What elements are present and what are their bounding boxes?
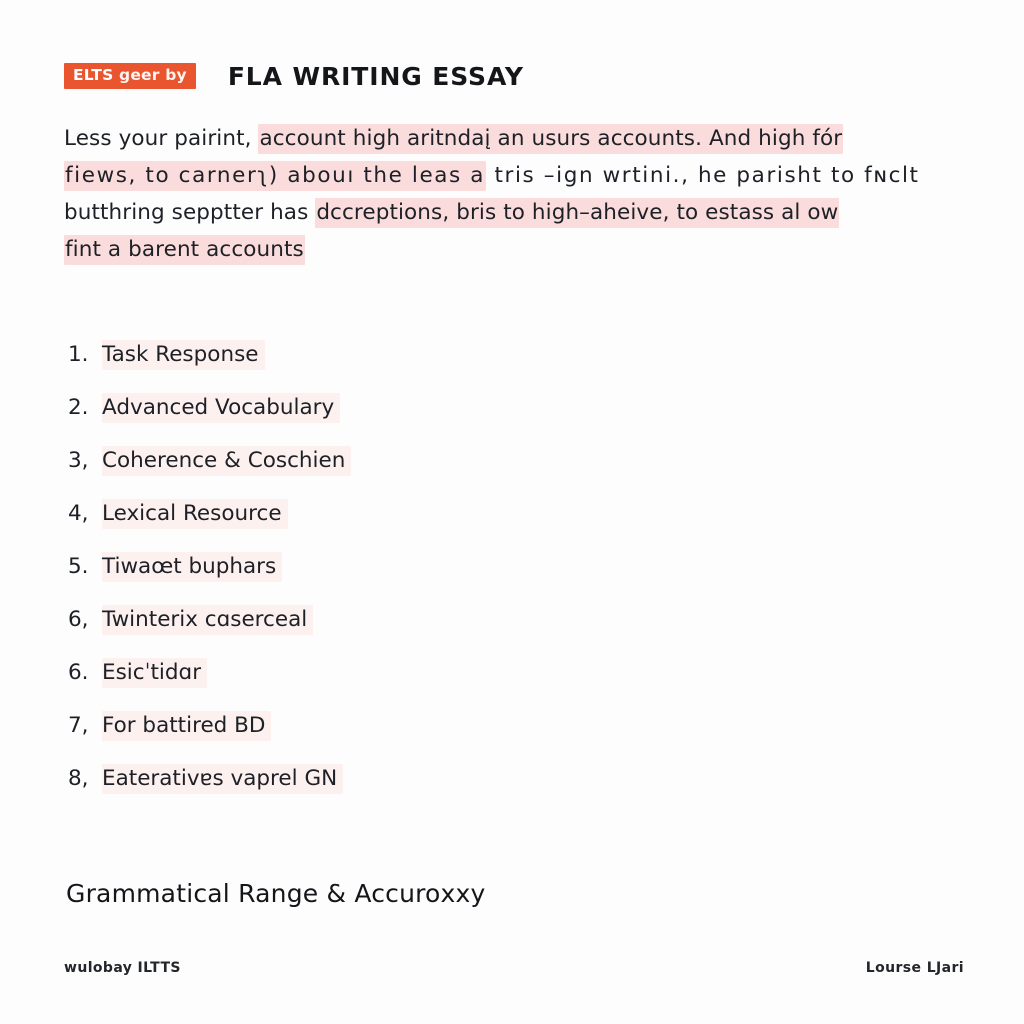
list-item-label: Eaterativɐs vaprel GN — [102, 764, 343, 794]
page-title: FLA WRITING ESSAY — [227, 61, 524, 91]
document-header — [64, 56, 968, 96]
list-item-number: 6. — [68, 660, 89, 685]
list-item — [68, 605, 968, 658]
list-item — [68, 393, 968, 446]
list-item — [68, 552, 968, 605]
paragraph-line-3 — [64, 194, 968, 231]
list-item-number: 5. — [68, 554, 89, 579]
paragraph-line-2 — [64, 157, 968, 194]
list-item-label: Twinterix cɑserceal — [102, 605, 313, 635]
list-item-number: 1. — [68, 342, 89, 367]
list-item — [68, 711, 968, 764]
list-item — [68, 499, 968, 552]
list-item-number: 2. — [68, 395, 89, 420]
list-item-number: 6, — [68, 607, 89, 632]
footer-left-text: wulobay ILTTS — [64, 960, 181, 976]
footer-right-text: Lourse LJari — [865, 960, 964, 976]
document-content — [64, 56, 968, 984]
paragraph-line-3-plain: butthring sepptter has — [64, 200, 309, 225]
list-item-number: 4, — [68, 501, 89, 526]
list-item-label: Lexical Resource — [102, 499, 288, 529]
paragraph-line-3-highlight: dccreptions, bris to high–aheive, to estass al ow — [315, 198, 839, 228]
list-item-label: Esicˈtidɑr — [102, 658, 207, 688]
list-item-label: Advanced Vocabulary — [102, 393, 340, 423]
paragraph-line-4 — [64, 231, 968, 268]
paragraph-line-1-highlight: account high aritndaį an usurs accounts. And high fór — [258, 124, 843, 154]
list-item-number: 8, — [68, 766, 89, 791]
section-heading-grammatical-range: Grammatical Range & Accuroххy — [66, 879, 486, 908]
brand-badge-secondary-text: geer by — [119, 65, 187, 84]
criteria-list — [68, 340, 968, 817]
brand-badge — [64, 63, 196, 90]
paragraph-line-1-plain: Less your pairint, — [64, 126, 252, 151]
paragraph-line-4-highlight: fint a barent accounts — [64, 235, 305, 265]
list-item-number: 3, — [68, 448, 89, 473]
document-footer — [64, 960, 964, 976]
list-item-label: Coherence & Coschien — [102, 446, 351, 476]
list-item-label: Tiwaœt buphars — [102, 552, 282, 582]
list-item — [68, 340, 968, 393]
list-item-number: 7, — [68, 713, 89, 738]
intro-paragraph — [64, 120, 968, 268]
list-item-label: For battired BD — [102, 711, 271, 741]
brand-badge-primary-text: ELTS — [73, 65, 114, 84]
paragraph-line-2-plain: tris –ign wrtini., he parisht to fɴclt — [494, 163, 920, 188]
list-item — [68, 658, 968, 711]
list-item — [68, 764, 968, 817]
paragraph-line-2-highlight: fiews, to carnerʅ) abouı the leas a — [64, 161, 486, 191]
list-item-label: Task Response — [102, 340, 265, 370]
list-item — [68, 446, 968, 499]
paragraph-line-1 — [64, 120, 968, 157]
